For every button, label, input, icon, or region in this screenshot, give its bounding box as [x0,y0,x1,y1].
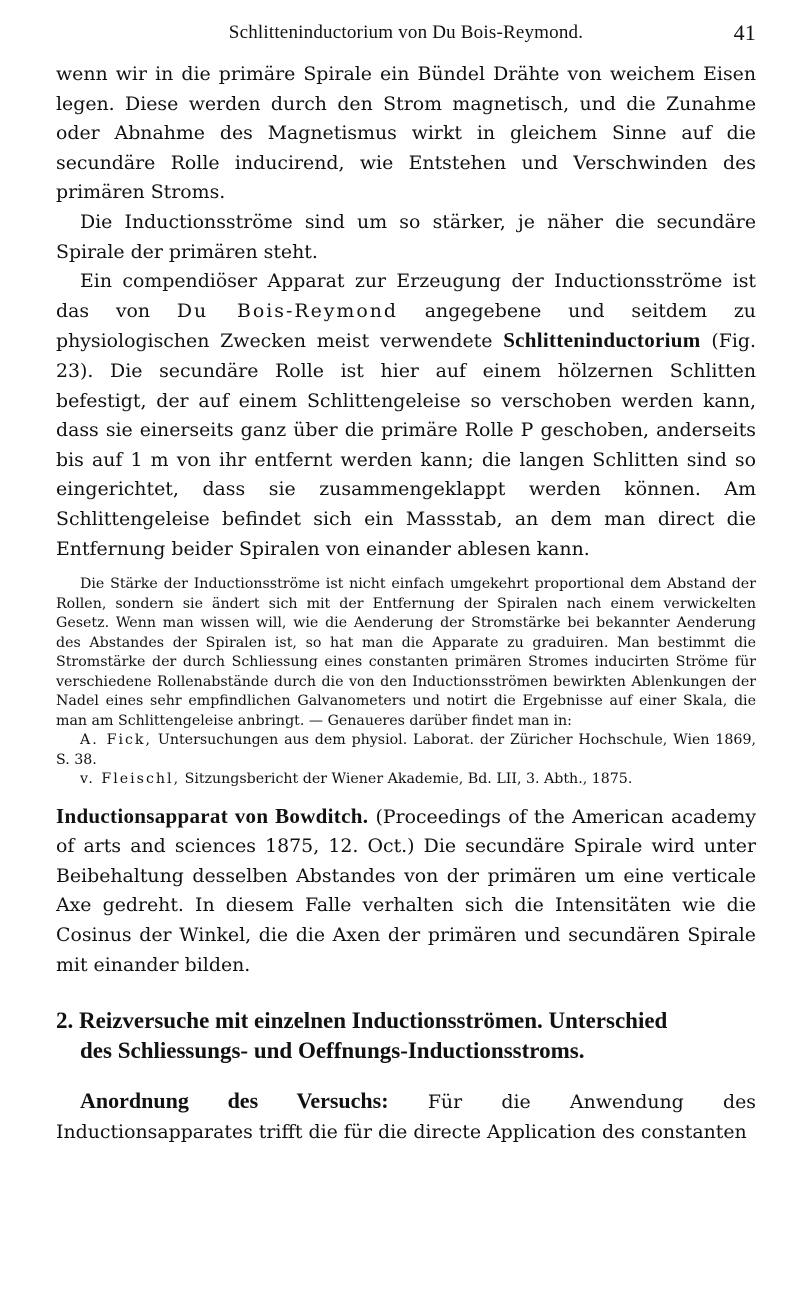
running-header [56,18,756,48]
page-number: 41 [733,20,756,45]
paragraph-3-part-a: Ein compendiöser Apparat zur Erzeugung der Inductionsströme ist das von [56,270,756,322]
paragraph-1: wenn wir in die primäre Spirale ein Bündel Drähte von weichem Eisen legen. Diese werden durch den Strom magnetisch, und die Zunahme oder Abnahme des Magnetismus wirkt in gleichem Sinne auf die secundäre Rolle inducirend, wie Entstehen und Verschwinden des primären Stroms. [56,63,756,204]
paragraph-5-text: Für die Anwendung des Inductionsapparates trifft die für die directe Application des constanten [56,1091,756,1143]
paragraph-3-part-c: (Fig. 23). Die secundäre Rolle ist hier auf einem hölzernen Schlitten befestigt, der auf einem Schlittengeleise so verschoben werden kann, dass sie einerseits ganz über die primäre Rolle P geschoben, anderseits bis auf 1 m von ihr entfernt werden kann; die langen Schlitten sind so eingerichtet, dass sie zusammengeklappt werden können. Am Schlittengeleise befindet sich ein Massstab, an dem man direct die Entfernung beider Spiralen von einander ablesen kann. [56,330,756,560]
ref-author-fick: A. Fick, [80,732,153,749]
paragraph-4-text: (Proceedings of the American academy of arts and sciences 1875, 12. Oct.) Die secundäre Spirale wird unter Beibehaltung desselben Abstandes von der primären um eine verticale Axe gedreht. In diesem Falle verhalten sich die Intensitäten wie die Cosinus der Winkel, die die Axen der primären und secundären Spirale mit einander bilden. [56,805,756,976]
term-bowditch: Inductionsapparat von Bowditch. [56,803,369,828]
reference-fick [56,731,756,770]
ref-text-fick: Untersuchungen aus dem physiol. Laborat. der Züricher Hochschule, Wien 1869, S. 38. [56,732,756,768]
ref-text-fleischl: Sitzungsbericht der Wiener Akademie, Bd. LII, 3. Abth., 1875. [184,771,633,788]
term-schlitteninductorium: Schlitteninductorium [503,328,701,353]
running-title: Schlitteninductorium von Du Bois-Reymond. [228,22,584,43]
footnote-block [56,575,756,790]
paragraph-3 [56,267,756,564]
term-anordnung: Anordnung des Versuchs: [80,1088,389,1114]
main-text [56,60,756,1147]
note-text: Die Stärke der Inductionsströme ist nicht einfach umgekehrt proportional dem Abstand der Rollen, sondern sie ändert sich mit der Entfernung der Spiralen nach einem verwickelten Gesetz. Wenn man wissen will, wie die Aenderung der Stromstärke bei bekannter Aenderung des Abstandes der Spiralen ist, so hat man die Apparate zu graduiren. Man bestimmt die Stromstärke der durch Schliessung eines constanten primären Stromes inducirten Ströme für verschiedene Rollenabstände durch die von den Inductionsströmen bewirkten Ablenkungen der Nadel eines sehr empfindlichen Galvanometers und notirt die Ergebnisse auf einer Skala, die man am Schlittengeleise anbringt. — Genaueres darüber findet man in: [56,576,756,729]
ref-author-fleischl: v. Fleischl, [80,771,181,788]
paragraph-5 [56,1086,756,1147]
paragraph-4 [56,802,756,981]
book-page [56,18,756,1147]
section-heading [56,1006,756,1066]
reference-fleischl [56,770,756,790]
paragraph-2: Die Inductionsströme sind um so stärker, je näher die secundäre Spirale der primären steht. [56,210,756,263]
author-name: Du Bois-Reymond [176,299,398,322]
section-heading-line-1: 2. Reizversuche mit einzelnen Inductionsströmen. Unterschied [56,1008,668,1034]
paragraph-3-part-b: angegebene und seitdem zu physiologischen Zwecken meist verwendete [56,299,756,353]
section-heading-line-2: des Schliessungs- und Oeffnungs-Inductionsstroms. [80,1038,585,1064]
